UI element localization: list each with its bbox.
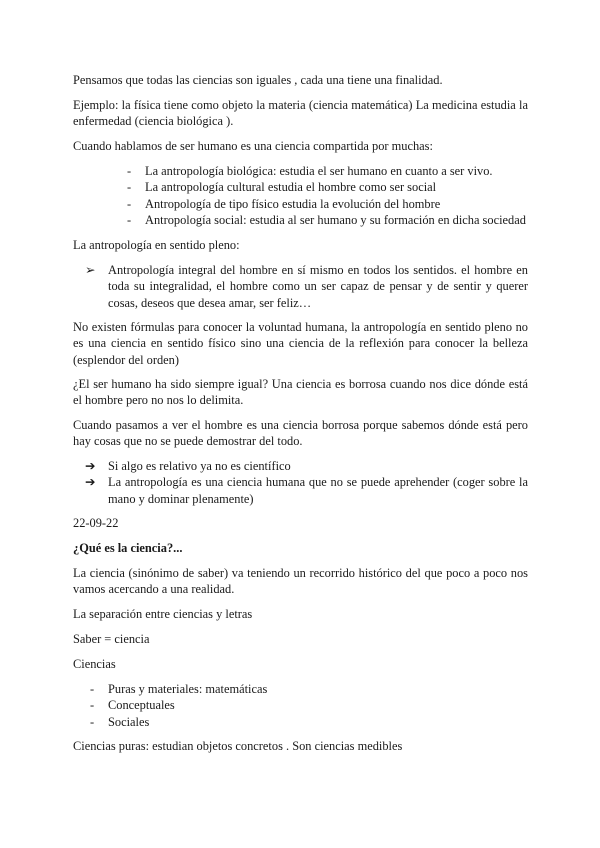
- list-item: - Antropología de tipo físico estudia la evolución del hombre: [127, 196, 441, 211]
- paragraph-human-science: Cuando hablamos de ser humano es una ciencia compartida por muchas:: [73, 139, 433, 153]
- relative-list: [85, 458, 528, 507]
- dash-bullet-icon: -: [127, 164, 132, 178]
- dash-bullet-icon: -: [90, 682, 95, 696]
- paragraph-no-formulas: No existen fórmulas para conocer la voluntad humana, la antropología en sentido pleno no es una ciencia en sentido físico sino una ciencia de la reflexión para conocer la belleza (esplendor del orden): [73, 320, 528, 367]
- paragraph-intro: Pensamos que todas las ciencias son iguales , cada una tiene una finalidad.: [73, 73, 443, 87]
- paragraph-question: ¿El ser humano ha sido siempre igual? Una ciencia es borrosa cuando nos dice dónde está el hombre pero no nos lo delimita.: [73, 377, 528, 408]
- dash-bullet-icon: -: [90, 698, 95, 713]
- list-item: ➢ Antropología integral del hombre en sí mismo en todos los sentidos. el hombre en toda su integralidad, el hombre como un ser capaz de pensar y de sentir y querer cosas, deseos que desea amar, ser feliz…: [85, 263, 528, 310]
- science-types-list: [90, 681, 528, 730]
- arrow-bullet-icon: ➔: [85, 459, 96, 473]
- arrow-bullet-icon: ➔: [85, 475, 96, 490]
- list-item: - Sociales: [90, 714, 150, 729]
- list-item: - La antropología cultural estudia el hombre como ser social: [127, 180, 437, 195]
- dash-bullet-icon: -: [127, 196, 132, 211]
- paragraph-full-sense: La antropología en sentido pleno:: [73, 238, 240, 252]
- paragraph-sciences: Ciencias: [73, 657, 116, 671]
- dash-bullet-icon: -: [127, 213, 132, 228]
- list-item: ➔ Si algo es relativo ya no es científico: [85, 459, 291, 473]
- list-item: - Antropología social: estudia al ser humano y su formación en dicha sociedad: [127, 213, 526, 228]
- full-sense-list: [85, 262, 528, 311]
- date-label: 22-09-22: [73, 516, 119, 530]
- anthropology-types-list: [127, 163, 530, 229]
- section-heading: ¿Qué es la ciencia?...: [73, 541, 183, 555]
- dash-bullet-icon: -: [90, 714, 95, 729]
- chevron-bullet-icon: ➢: [85, 263, 96, 277]
- list-item: - La antropología biológica: estudia el ser humano en cuanto a ser vivo.: [127, 164, 493, 178]
- dash-bullet-icon: -: [127, 180, 132, 195]
- paragraph-separation: La separación entre ciencias y letras: [73, 607, 253, 621]
- list-item: ➔ La antropología es una ciencia humana que no se puede aprehender (coger sobre la mano y dominar plenamente): [85, 475, 528, 506]
- paragraph-knowledge: Saber = ciencia: [73, 632, 150, 646]
- paragraph-example: Ejemplo: la física tiene como objeto la materia (ciencia matemática) La medicina estudia la enfermedad (ciencia biológica ).: [73, 98, 528, 129]
- paragraph-science-definition: La ciencia (sinónimo de saber) va teniendo un recorrido histórico del que poco a poco nos vamos acercando a una realidad.: [73, 566, 528, 597]
- list-item: - Puras y materiales: matemáticas: [90, 682, 268, 696]
- paragraph-pure-sciences: Ciencias puras: estudian objetos concretos . Son ciencias medibles: [73, 739, 403, 753]
- paragraph-blurry-science: Cuando pasamos a ver el hombre es una ciencia borrosa porque sabemos dónde está pero hay cosas que no se puede demostrar del todo.: [73, 418, 528, 449]
- list-item: - Conceptuales: [90, 698, 175, 713]
